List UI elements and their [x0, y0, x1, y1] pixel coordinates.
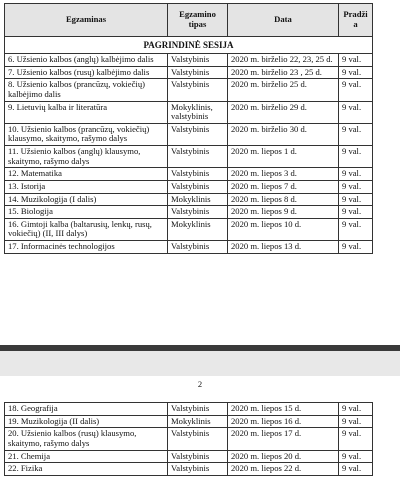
table-row — [5, 463, 373, 476]
table-row — [5, 403, 373, 416]
table-row — [5, 206, 373, 219]
cell-start: 9 val. — [339, 123, 373, 145]
cell-date: 2020 m. birželio 30 d. — [228, 123, 339, 145]
cell-date: 2020 m. birželio 25 d. — [228, 79, 339, 101]
cell-exam-type: Valstybinis — [168, 146, 228, 168]
table-header-row — [5, 4, 373, 37]
cell-date: 2020 m. liepos 8 d. — [228, 193, 339, 206]
cell-date: 2020 m. liepos 10 d. — [228, 218, 339, 240]
cell-start: 9 val. — [339, 101, 373, 123]
cell-date: 2020 m. liepos 9 d. — [228, 206, 339, 219]
cell-exam-type: Mokyklinis — [168, 193, 228, 206]
cell-exam: 6. Užsienio kalbos (anglų) kalbėjimo dalis — [5, 54, 168, 67]
cell-start: 9 val. — [339, 79, 373, 101]
table-row — [5, 450, 373, 463]
table-row — [5, 168, 373, 181]
cell-date: 2020 m. liepos 17 d. — [228, 428, 339, 450]
session-row — [5, 37, 373, 54]
cell-start: 9 val. — [339, 415, 373, 428]
cell-exam-type: Valstybinis — [168, 66, 228, 79]
table-row — [5, 241, 373, 254]
document-page-2 — [0, 376, 400, 482]
cell-date: 2020 m. liepos 1 d. — [228, 146, 339, 168]
exam-schedule-table-continued — [4, 402, 373, 476]
session-title: PAGRINDINĖ SESIJA — [5, 37, 373, 54]
cell-exam: 9. Lietuvių kalba ir literatūra — [5, 101, 168, 123]
cell-date: 2020 m. liepos 15 d. — [228, 403, 339, 416]
cell-exam: 20. Užsienio kalbos (rusų) klausymo, skaitymo, rašymo dalys — [5, 428, 168, 450]
cell-start: 9 val. — [339, 146, 373, 168]
cell-exam: 21. Chemija — [5, 450, 168, 463]
cell-exam: 17. Informacinės technologijos — [5, 241, 168, 254]
table-row — [5, 66, 373, 79]
cell-exam: 8. Užsienio kalbos (prancūzų, vokiečių) kalbėjimo dalis — [5, 79, 168, 101]
exam-schedule-table — [4, 3, 373, 254]
table-row — [5, 193, 373, 206]
table-row — [5, 180, 373, 193]
cell-exam-type: Mokyklinis, valstybinis — [168, 101, 228, 123]
cell-start: 9 val. — [339, 403, 373, 416]
table-row — [5, 123, 373, 145]
cell-exam-type: Valstybinis — [168, 180, 228, 193]
cell-exam-type: Valstybinis — [168, 428, 228, 450]
cell-exam: 7. Užsienio kalbos (rusų) kalbėjimo dalis — [5, 66, 168, 79]
cell-exam: 16. Gimtoji kalba (baltarusių, lenkų, rusų, vokiečių) (II, III dalys) — [5, 218, 168, 240]
table-row — [5, 146, 373, 168]
cell-exam-type: Valstybinis — [168, 450, 228, 463]
table-row — [5, 415, 373, 428]
cell-date: 2020 m. liepos 13 d. — [228, 241, 339, 254]
cell-exam-type: Valstybinis — [168, 54, 228, 67]
cell-exam: 12. Matematika — [5, 168, 168, 181]
page-number: 2 — [197, 379, 203, 389]
cell-start: 9 val. — [339, 218, 373, 240]
cell-exam: 11. Užsienio kalbos (anglų) klausymo, skaitymo, rašymo dalys — [5, 146, 168, 168]
cell-start: 9 val. — [339, 168, 373, 181]
cell-date: 2020 m. liepos 3 d. — [228, 168, 339, 181]
cell-date: 2020 m. liepos 22 d. — [228, 463, 339, 476]
cell-exam: 22. Fizika — [5, 463, 168, 476]
cell-exam-type: Valstybinis — [168, 123, 228, 145]
page-break — [0, 345, 400, 376]
cell-exam-type: Valstybinis — [168, 168, 228, 181]
cell-exam-type: Valstybinis — [168, 463, 228, 476]
cell-exam: 15. Biologija — [5, 206, 168, 219]
cell-exam-type: Valstybinis — [168, 241, 228, 254]
table-row — [5, 218, 373, 240]
cell-exam: 18. Geografija — [5, 403, 168, 416]
table-row — [5, 428, 373, 450]
header-exam: Egzaminas — [5, 4, 168, 37]
cell-exam: 19. Muzikologija (II dalis) — [5, 415, 168, 428]
cell-date: 2020 m. liepos 7 d. — [228, 180, 339, 193]
table-row — [5, 54, 373, 67]
cell-exam-type: Mokyklinis — [168, 415, 228, 428]
cell-start: 9 val. — [339, 428, 373, 450]
table-row — [5, 101, 373, 123]
cell-start: 9 val. — [339, 193, 373, 206]
cell-exam-type: Mokyklinis — [168, 218, 228, 240]
cell-date: 2020 m. birželio 23 , 25 d. — [228, 66, 339, 79]
cell-start: 9 val. — [339, 54, 373, 67]
cell-exam: 13. Istorija — [5, 180, 168, 193]
cell-start: 9 val. — [339, 206, 373, 219]
cell-start: 9 val. — [339, 66, 373, 79]
cell-date: 2020 m. liepos 16 d. — [228, 415, 339, 428]
cell-start: 9 val. — [339, 450, 373, 463]
cell-start: 9 val. — [339, 241, 373, 254]
cell-exam: 14. Muzikologija (I dalis) — [5, 193, 168, 206]
cell-start: 9 val. — [339, 180, 373, 193]
cell-date: 2020 m. birželio 29 d. — [228, 101, 339, 123]
table-row — [5, 79, 373, 101]
cell-exam-type: Valstybinis — [168, 206, 228, 219]
cell-exam: 10. Užsienio kalbos (prancūzų, vokiečių) klausymo, skaitymo, rašymo dalys — [5, 123, 168, 145]
cell-exam-type: Valstybinis — [168, 79, 228, 101]
cell-exam-type: Valstybinis — [168, 403, 228, 416]
cell-date: 2020 m. liepos 20 d. — [228, 450, 339, 463]
cell-start: 9 val. — [339, 463, 373, 476]
cell-date: 2020 m. birželio 22, 23, 25 d. — [228, 54, 339, 67]
header-start: Pradžia — [339, 4, 373, 37]
header-date: Data — [228, 4, 339, 37]
header-exam-type: Egzamino tipas — [168, 4, 228, 37]
